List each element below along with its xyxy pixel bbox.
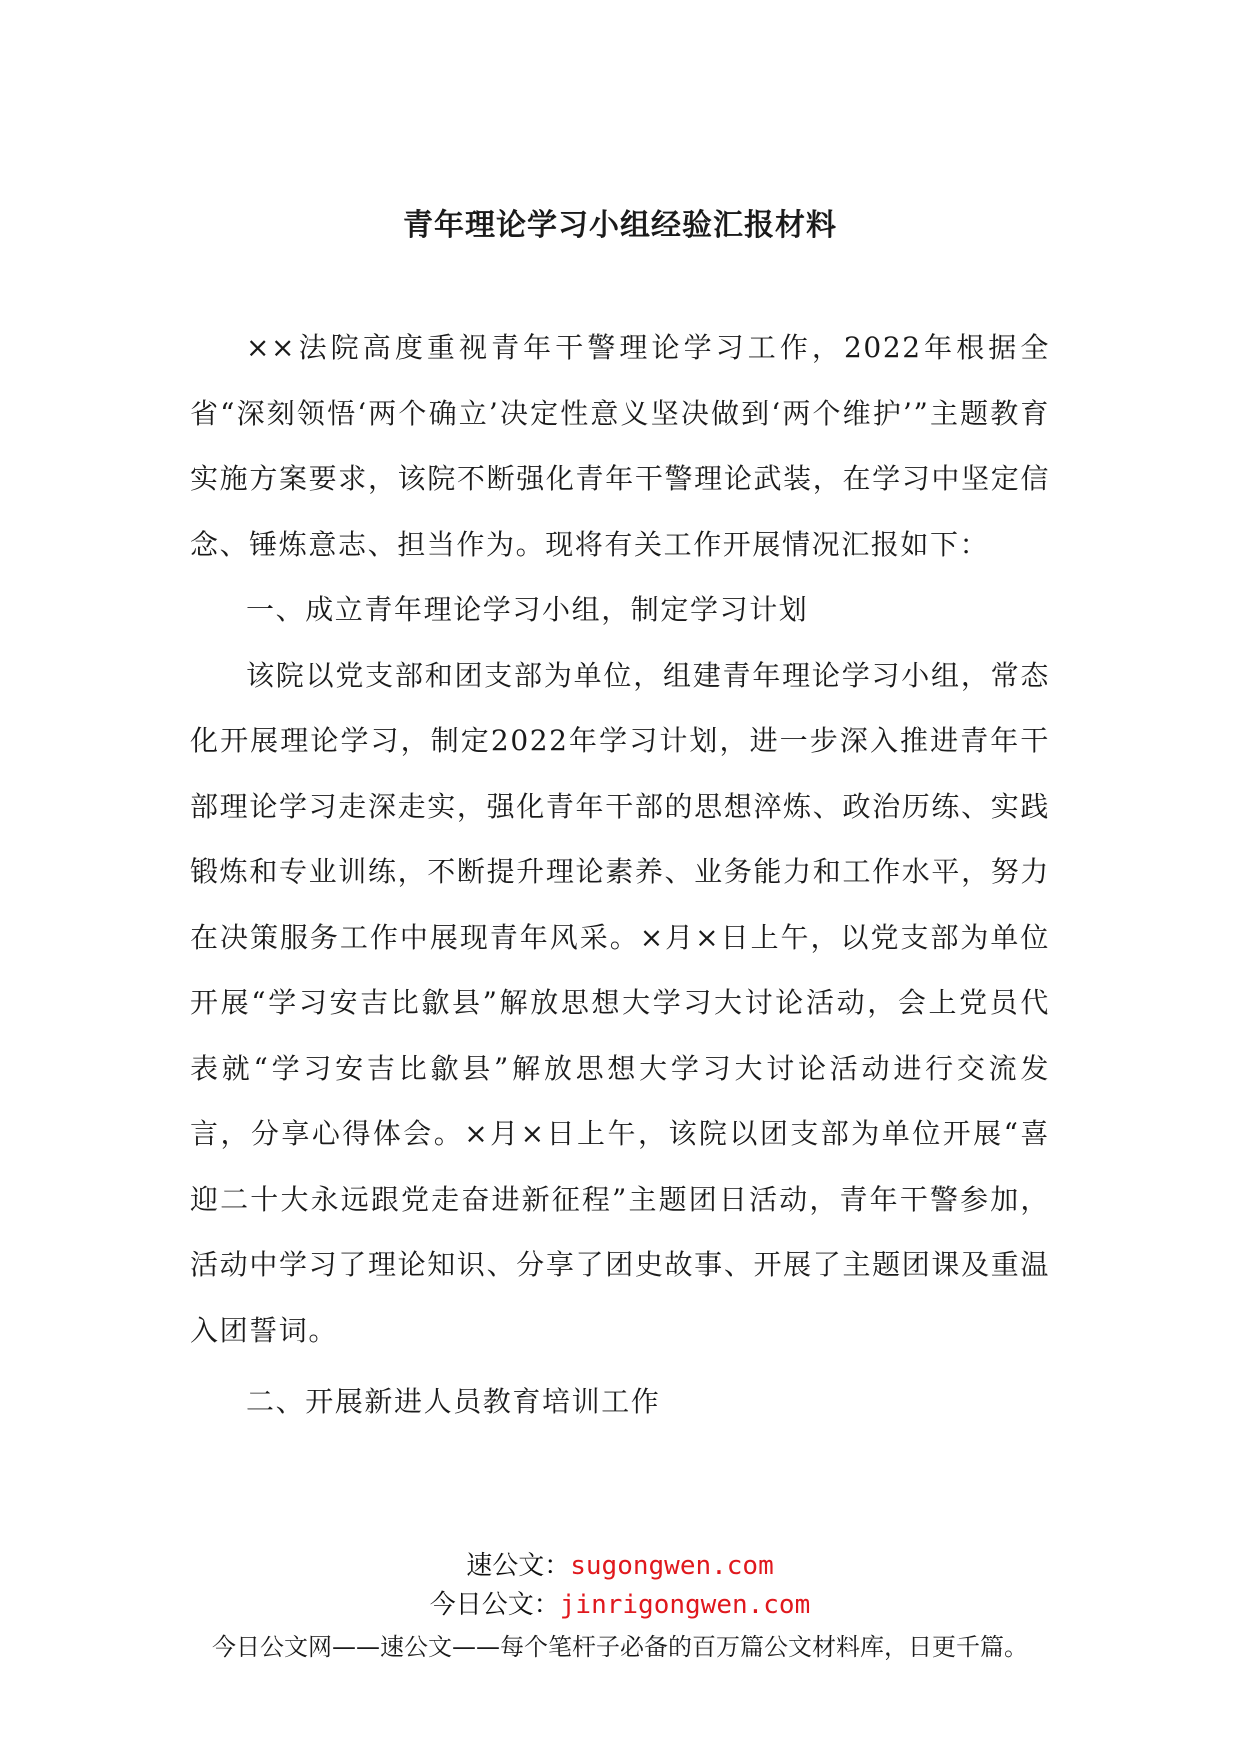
footer-sugongwen — [0, 1548, 1240, 1584]
page-title: 青年理论学习小组经验汇报材料 — [403, 208, 837, 243]
section-heading-2: 二、开展新进人员教育培训工作 — [246, 1385, 661, 1418]
section-heading-1: 一、成立青年理论学习小组，制定学习计划 — [246, 593, 809, 626]
paragraph-intro: ××法院高度重视青年干警理论学习工作，2022年根据全省“深刻领悟‘两个确立’决定性意义坚决做到‘两个维护’”主题教育实施方案要求，该院不断强化青年干警理论武装，在学习中坚定信念、锤炼意志、担当作为。现将有关工作开展情况汇报如下： — [190, 331, 1050, 561]
footer-jinrigongwen-link[interactable]: jinrigongwen.com — [559, 1590, 811, 1620]
footer-jinrigongwen-label: 今日公文： — [429, 1590, 560, 1620]
document-body — [190, 315, 1050, 1435]
footer-sugongwen-link[interactable]: sugongwen.com — [570, 1551, 774, 1581]
footer-sugongwen-label: 速公文： — [466, 1551, 571, 1581]
footer-jinrigongwen — [0, 1587, 1240, 1623]
footer-slogan: 今日公文网——速公文——每个笔杆子必备的百万篇公文材料库，日更千篇。 — [212, 1633, 1028, 1661]
paragraph-section-1: 该院以党支部和团支部为单位，组建青年理论学习小组，常态化开展理论学习，制定2022年学习计划，进一步深入推进青年干部理论学习走深走实，强化青年干部的思想淬炼、政治历练、实践锻炼和专业训练，不断提升理论素养、业务能力和工作水平，努力在决策服务工作中展现青年风采。×月×日上午，以党支部为单位开展“学习安吉比歙县”解放思想大学习大讨论活动，会上党员代表就“学习安吉比歙县”解放思想大学习大讨论活动进行交流发言，分享心得体会。×月×日上午，该院以团支部为单位开展“喜迎二十大永远跟党走奋进新征程”主题团日活动，青年干警参加，活动中学习了理论知识、分享了团史故事、开展了主题团课及重温入团誓词。 — [190, 658, 1050, 1347]
